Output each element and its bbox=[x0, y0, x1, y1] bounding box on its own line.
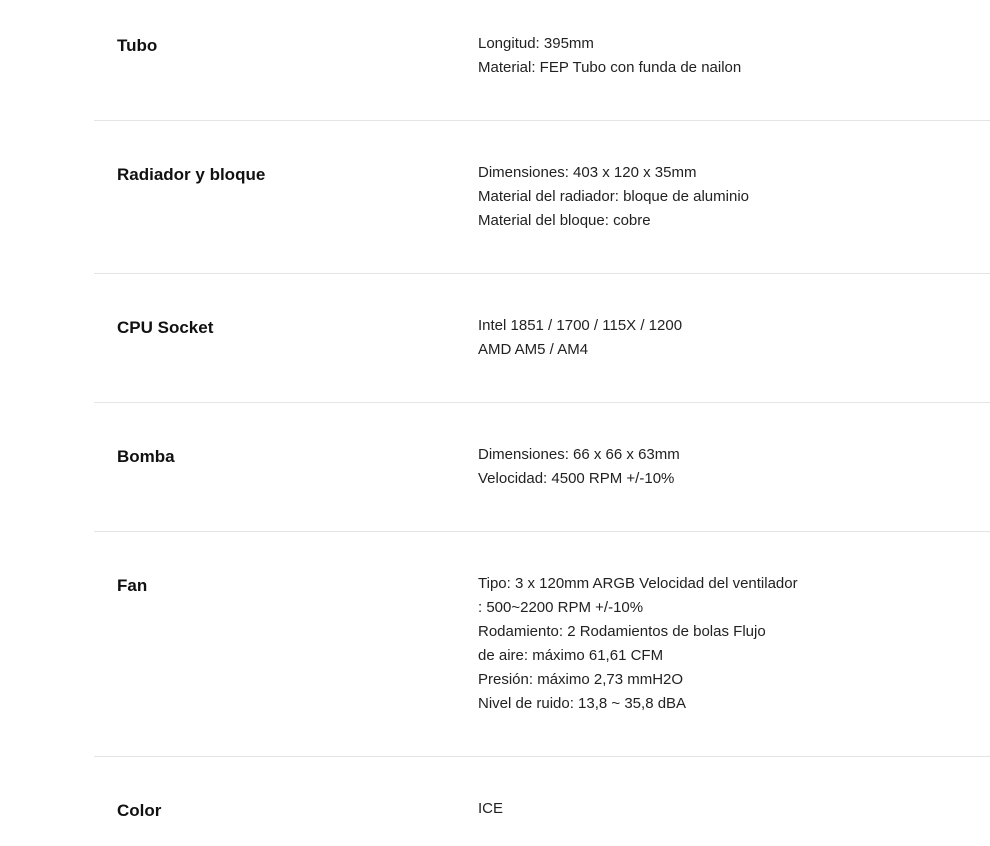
spec-value-line: Nivel de ruido: 13,8 ~ 35,8 dBA bbox=[478, 695, 687, 712]
spec-value-line: ICE bbox=[478, 800, 504, 817]
spec-label: Fan bbox=[117, 576, 148, 595]
spec-row-fan bbox=[94, 532, 990, 757]
spec-value-line: Dimensiones: 403 x 120 x 35mm bbox=[478, 164, 697, 181]
spec-values bbox=[478, 314, 682, 362]
spec-value-line: : 500~2200 RPM +/-10% bbox=[478, 599, 644, 616]
spec-row-bomba bbox=[94, 403, 990, 532]
spec-values bbox=[478, 161, 749, 233]
spec-row-tubo bbox=[94, 0, 990, 121]
spec-label: Color bbox=[117, 801, 162, 820]
spec-value-line: Presión: máximo 2,73 mmH2O bbox=[478, 671, 684, 688]
spec-value-line: Dimensiones: 66 x 66 x 63mm bbox=[478, 446, 680, 463]
spec-value-line: Material: FEP Tubo con funda de nailon bbox=[478, 59, 742, 76]
spec-value-line: Rodamiento: 2 Rodamientos de bolas Flujo bbox=[478, 623, 766, 640]
spec-row-radiador bbox=[94, 121, 990, 274]
spec-value-line: de aire: máximo 61,61 CFM bbox=[478, 647, 664, 664]
spec-label: CPU Socket bbox=[117, 318, 214, 337]
spec-values bbox=[478, 443, 680, 491]
spec-label: Tubo bbox=[117, 36, 158, 55]
spec-value-line: Tipo: 3 x 120mm ARGB Velocidad del ventilador bbox=[478, 575, 798, 592]
spec-row-cpu-socket bbox=[94, 274, 990, 403]
spec-values bbox=[478, 32, 741, 80]
spec-value-line: Intel 1851 / 1700 / 115X / 1200 bbox=[478, 317, 683, 334]
spec-values bbox=[478, 797, 503, 821]
spec-label: Radiador y bloque bbox=[117, 165, 266, 184]
spec-row-color bbox=[94, 757, 990, 846]
spec-value-line: Velocidad: 4500 RPM +/-10% bbox=[478, 470, 675, 487]
spec-value-line: Material del radiador: bloque de aluminio bbox=[478, 188, 749, 205]
spec-values bbox=[478, 572, 798, 716]
spec-value-line: Material del bloque: cobre bbox=[478, 212, 651, 229]
spec-table bbox=[94, 0, 990, 846]
spec-value-line: Longitud: 395mm bbox=[478, 35, 594, 52]
spec-value-line: AMD AM5 / AM4 bbox=[478, 341, 589, 358]
spec-label: Bomba bbox=[117, 447, 175, 466]
